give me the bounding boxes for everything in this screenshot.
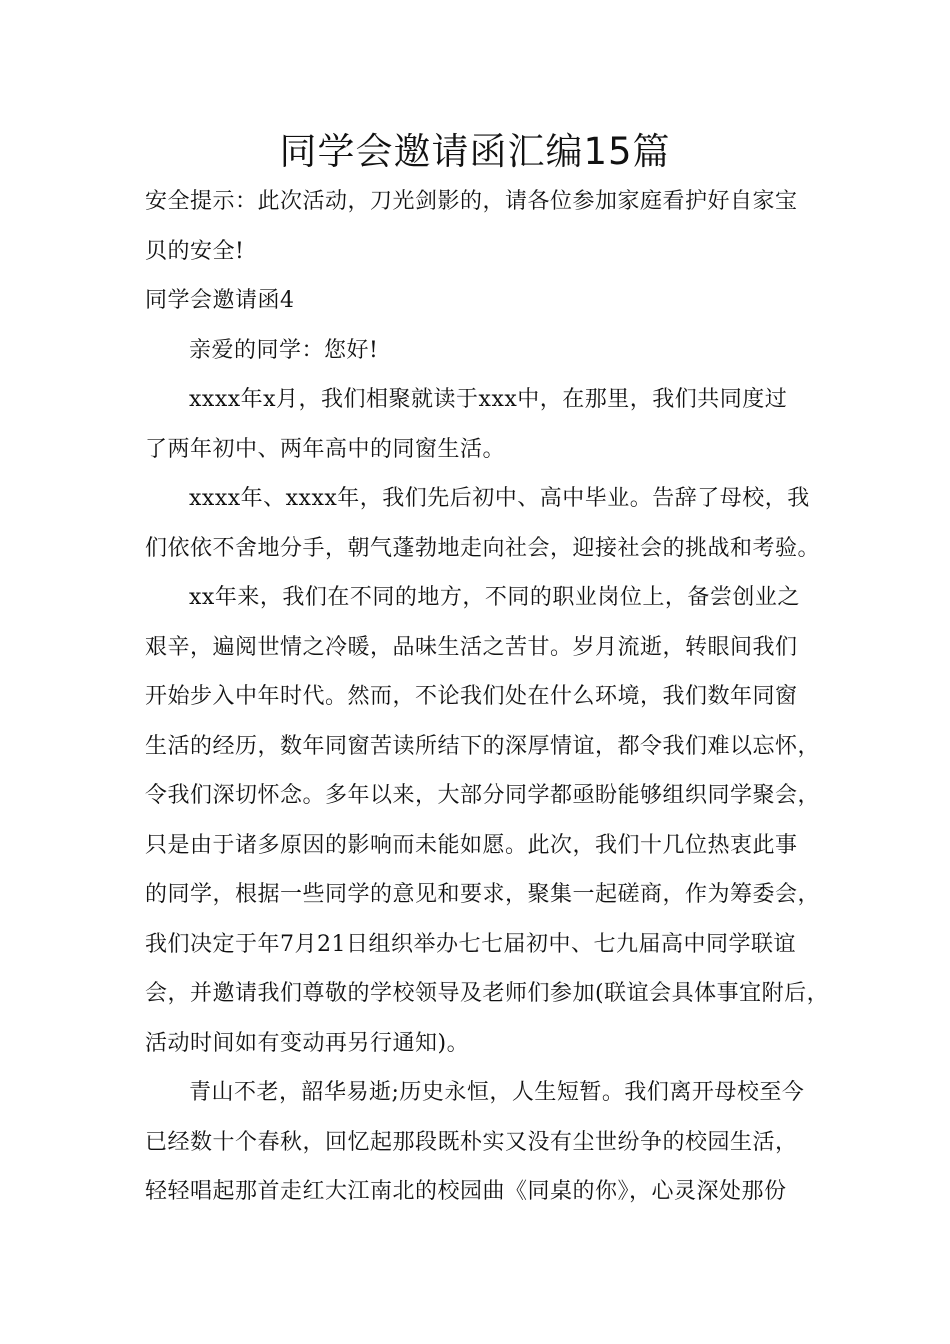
body-line: 活动时间如有变动再另行通知)。 [145,1030,470,1056]
body-line: 令我们深切怀念。多年以来，大部分同学都亟盼能够组织同学聚会， [145,783,821,808]
body-line: xx年来，我们在不同的地方，不同的职业岗位上，备尝创业之 [189,585,800,610]
salutation: 亲爱的同学：您好! [189,337,379,363]
body-line: 艰辛，遍阅世情之冷暖，品味生活之苦甘。岁月流逝，转眼间我们 [145,634,798,660]
body-line: 青山不老，韶华易逝;历史永恒，人生短暂。我们离开母校至今 [189,1080,805,1105]
body-line: 贝的安全! [145,238,245,264]
body-line: 的同学，根据一些同学的意见和要求，聚集一起磋商，作为筹委会， [145,882,821,907]
body-line: 生活的经历，数年同窗苦读所结下的深厚情谊，都令我们难以忘怀， [145,733,821,759]
body-line: 已经数十个春秋，回忆起那段既朴实又没有尘世纷争的校园生活， [145,1129,798,1155]
body-line: 只是由于诸多原因的影响而未能如愿。此次，我们十几位热衷此事 [145,832,798,858]
body-line: 轻轻唱起那首走红大江南北的校园曲《同桌的你》，心灵深处那份 [145,1179,787,1204]
body-line: 们依依不舍地分手，朝气蓬勃地走向社会，迎接社会的挑战和考验。 [145,535,821,561]
body-line: xxxx年x月，我们相聚就读于xxx中，在那里，我们共同度过 [189,387,788,412]
body-line: xxxx年、xxxx年，我们先后初中、高中毕业。告辞了母校，我 [189,486,810,511]
body-line: 开始步入中年时代。然而，不论我们处在什么环境，我们数年同窗 [145,684,798,709]
body-line: 安全提示：此次活动，刀光剑影的，请各位参加家庭看护好自家宝 [145,189,798,214]
body-line: 我们决定于年7月21日组织举办七七届初中、七九届高中同学联谊 [145,931,796,957]
document-body [145,177,835,1217]
body-line: 会，并邀请我们尊敬的学校领导及老师们参加(联谊会具体事宜附后， [145,981,830,1006]
body-line: 了两年初中、两年高中的同窗生活。 [145,436,506,462]
document-title: 同学会邀请函汇编15篇 [279,130,671,173]
section-heading: 同学会邀请函4 [145,288,295,313]
